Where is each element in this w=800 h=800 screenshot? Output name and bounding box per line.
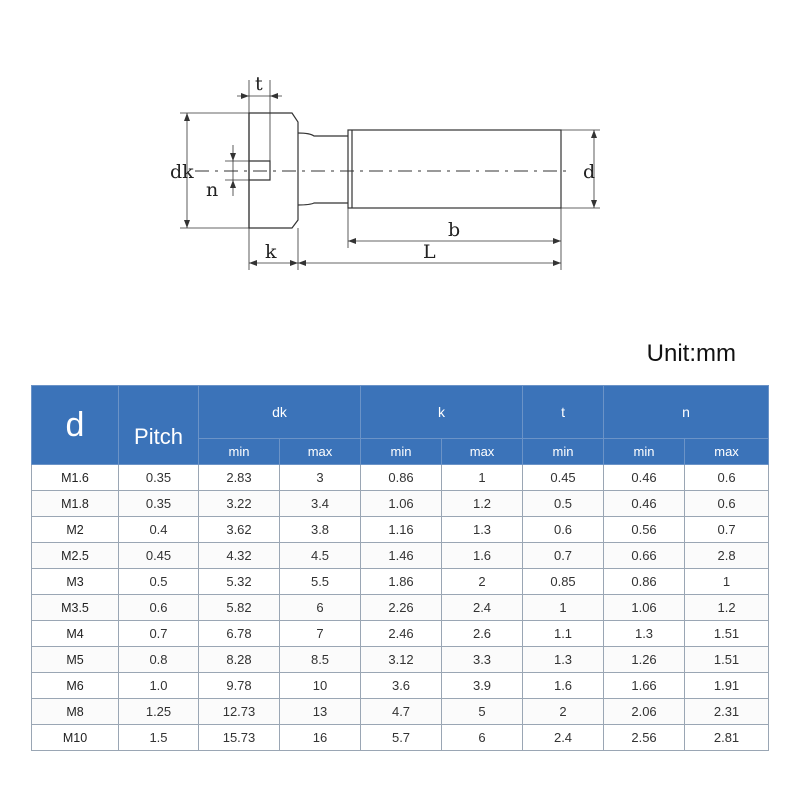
table-cell: 1.06 (361, 491, 442, 517)
table-row (32, 517, 769, 543)
table-cell: 6 (280, 595, 361, 621)
label-n: n (206, 179, 219, 201)
table-cell: 0.8 (119, 647, 199, 673)
table-cell: 3.62 (199, 517, 280, 543)
table-cell: 3.4 (280, 491, 361, 517)
table-cell: 1 (523, 595, 604, 621)
header-dk-min: min (199, 439, 280, 465)
dimension-table (31, 385, 769, 751)
table-cell: 2.31 (685, 699, 769, 725)
table-cell: 3.3 (442, 647, 523, 673)
table-cell: 1.16 (361, 517, 442, 543)
header-k-min: min (361, 439, 442, 465)
table-cell: 0.35 (119, 491, 199, 517)
header-n-max: max (685, 439, 769, 465)
header-dk-max: max (280, 439, 361, 465)
table-cell: 0.85 (523, 569, 604, 595)
table-row (32, 491, 769, 517)
table-cell: 5.32 (199, 569, 280, 595)
table-cell: 2.56 (604, 725, 685, 751)
table-cell: 0.6 (685, 491, 769, 517)
header-t: t (523, 386, 604, 439)
table-cell: 0.46 (604, 465, 685, 491)
table-cell: 0.5 (523, 491, 604, 517)
table-cell: 0.6 (119, 595, 199, 621)
label-k: k (265, 241, 277, 263)
table-cell: 1.3 (442, 517, 523, 543)
table-cell: 1.51 (685, 621, 769, 647)
cell-size: M2.5 (32, 543, 119, 569)
table-cell: 1 (442, 465, 523, 491)
table-row (32, 569, 769, 595)
table-cell: 1.25 (119, 699, 199, 725)
table-cell: 1.46 (361, 543, 442, 569)
table-cell: 5.7 (361, 725, 442, 751)
header-n-min: min (604, 439, 685, 465)
table-cell: 2.6 (442, 621, 523, 647)
unit-label: Unit:mm (646, 340, 736, 367)
table-cell: 0.86 (361, 465, 442, 491)
label-t: t (255, 73, 263, 95)
table-cell: 1.1 (523, 621, 604, 647)
cell-size: M3.5 (32, 595, 119, 621)
table-cell: 2.81 (685, 725, 769, 751)
table-cell: 1.3 (523, 647, 604, 673)
table-cell: 1.6 (442, 543, 523, 569)
header-pitch: Pitch (119, 386, 199, 465)
table-row (32, 647, 769, 673)
table-row (32, 595, 769, 621)
table-cell: 3.6 (361, 673, 442, 699)
table-cell: 0.66 (604, 543, 685, 569)
table-cell: 2.83 (199, 465, 280, 491)
table-cell: 7 (280, 621, 361, 647)
table-cell: 2.46 (361, 621, 442, 647)
table-cell: 12.73 (199, 699, 280, 725)
table-cell: 0.86 (604, 569, 685, 595)
table-cell: 3.9 (442, 673, 523, 699)
table-cell: 8.5 (280, 647, 361, 673)
table-cell: 8.28 (199, 647, 280, 673)
header-k: k (361, 386, 523, 439)
table-cell: 0.4 (119, 517, 199, 543)
cell-size: M4 (32, 621, 119, 647)
table-cell: 5.82 (199, 595, 280, 621)
screw-head-outline (249, 113, 298, 228)
table-cell: 1.5 (119, 725, 199, 751)
cell-size: M2 (32, 517, 119, 543)
table-cell: 1.2 (685, 595, 769, 621)
table-cell: 0.7 (523, 543, 604, 569)
table-body (32, 465, 769, 751)
table-cell: 13 (280, 699, 361, 725)
table-cell: 2.4 (523, 725, 604, 751)
table-row (32, 621, 769, 647)
table-cell: 2 (442, 569, 523, 595)
table-cell: 9.78 (199, 673, 280, 699)
header-dk: dk (199, 386, 361, 439)
table-cell: 0.56 (604, 517, 685, 543)
table-cell: 1.6 (523, 673, 604, 699)
cell-size: M1.6 (32, 465, 119, 491)
table-cell: 0.45 (523, 465, 604, 491)
cell-size: M10 (32, 725, 119, 751)
screw-shank (348, 130, 561, 208)
table-cell: 4.5 (280, 543, 361, 569)
table-cell: 0.45 (119, 543, 199, 569)
table-row (32, 699, 769, 725)
table-cell: 0.35 (119, 465, 199, 491)
table-cell: 2.4 (442, 595, 523, 621)
cell-size: M1.8 (32, 491, 119, 517)
cell-size: M8 (32, 699, 119, 725)
table-cell: 0.6 (685, 465, 769, 491)
table-cell: 4.32 (199, 543, 280, 569)
label-d: d (583, 161, 596, 183)
header-n: n (604, 386, 769, 439)
header-t-min: min (523, 439, 604, 465)
header-k-max: max (442, 439, 523, 465)
table-cell: 2.06 (604, 699, 685, 725)
table-cell: 2 (523, 699, 604, 725)
table-cell: 6.78 (199, 621, 280, 647)
table-cell: 1.91 (685, 673, 769, 699)
table-cell: 15.73 (199, 725, 280, 751)
label-dk: dk (170, 161, 194, 183)
table-cell: 1.66 (604, 673, 685, 699)
cell-size: M5 (32, 647, 119, 673)
table-cell: 0.6 (523, 517, 604, 543)
table-row (32, 725, 769, 751)
table-cell: 4.7 (361, 699, 442, 725)
table-cell: 3.8 (280, 517, 361, 543)
table-cell: 6 (442, 725, 523, 751)
table-cell: 0.5 (119, 569, 199, 595)
table-cell: 0.46 (604, 491, 685, 517)
table-cell: 0.7 (685, 517, 769, 543)
table-cell: 2.8 (685, 543, 769, 569)
screw-dimension-diagram (0, 0, 800, 300)
label-L: L (423, 241, 436, 263)
table-cell: 1.06 (604, 595, 685, 621)
table-row (32, 543, 769, 569)
table-cell: 3 (280, 465, 361, 491)
table-cell: 0.7 (119, 621, 199, 647)
table-cell: 1.0 (119, 673, 199, 699)
table-cell: 2.26 (361, 595, 442, 621)
table-cell: 1 (685, 569, 769, 595)
header-d: d (32, 386, 119, 465)
label-b: b (448, 219, 461, 241)
table-cell: 1.51 (685, 647, 769, 673)
screw-neck (298, 133, 348, 205)
table-cell: 1.86 (361, 569, 442, 595)
table-row (32, 673, 769, 699)
table-row (32, 465, 769, 491)
screw-slot (249, 161, 270, 180)
table-cell: 1.26 (604, 647, 685, 673)
cell-size: M6 (32, 673, 119, 699)
cell-size: M3 (32, 569, 119, 595)
table-cell: 16 (280, 725, 361, 751)
table-cell: 3.12 (361, 647, 442, 673)
table-cell: 1.2 (442, 491, 523, 517)
table-cell: 10 (280, 673, 361, 699)
table-cell: 5.5 (280, 569, 361, 595)
table-cell: 5 (442, 699, 523, 725)
table-cell: 1.3 (604, 621, 685, 647)
table-cell: 3.22 (199, 491, 280, 517)
